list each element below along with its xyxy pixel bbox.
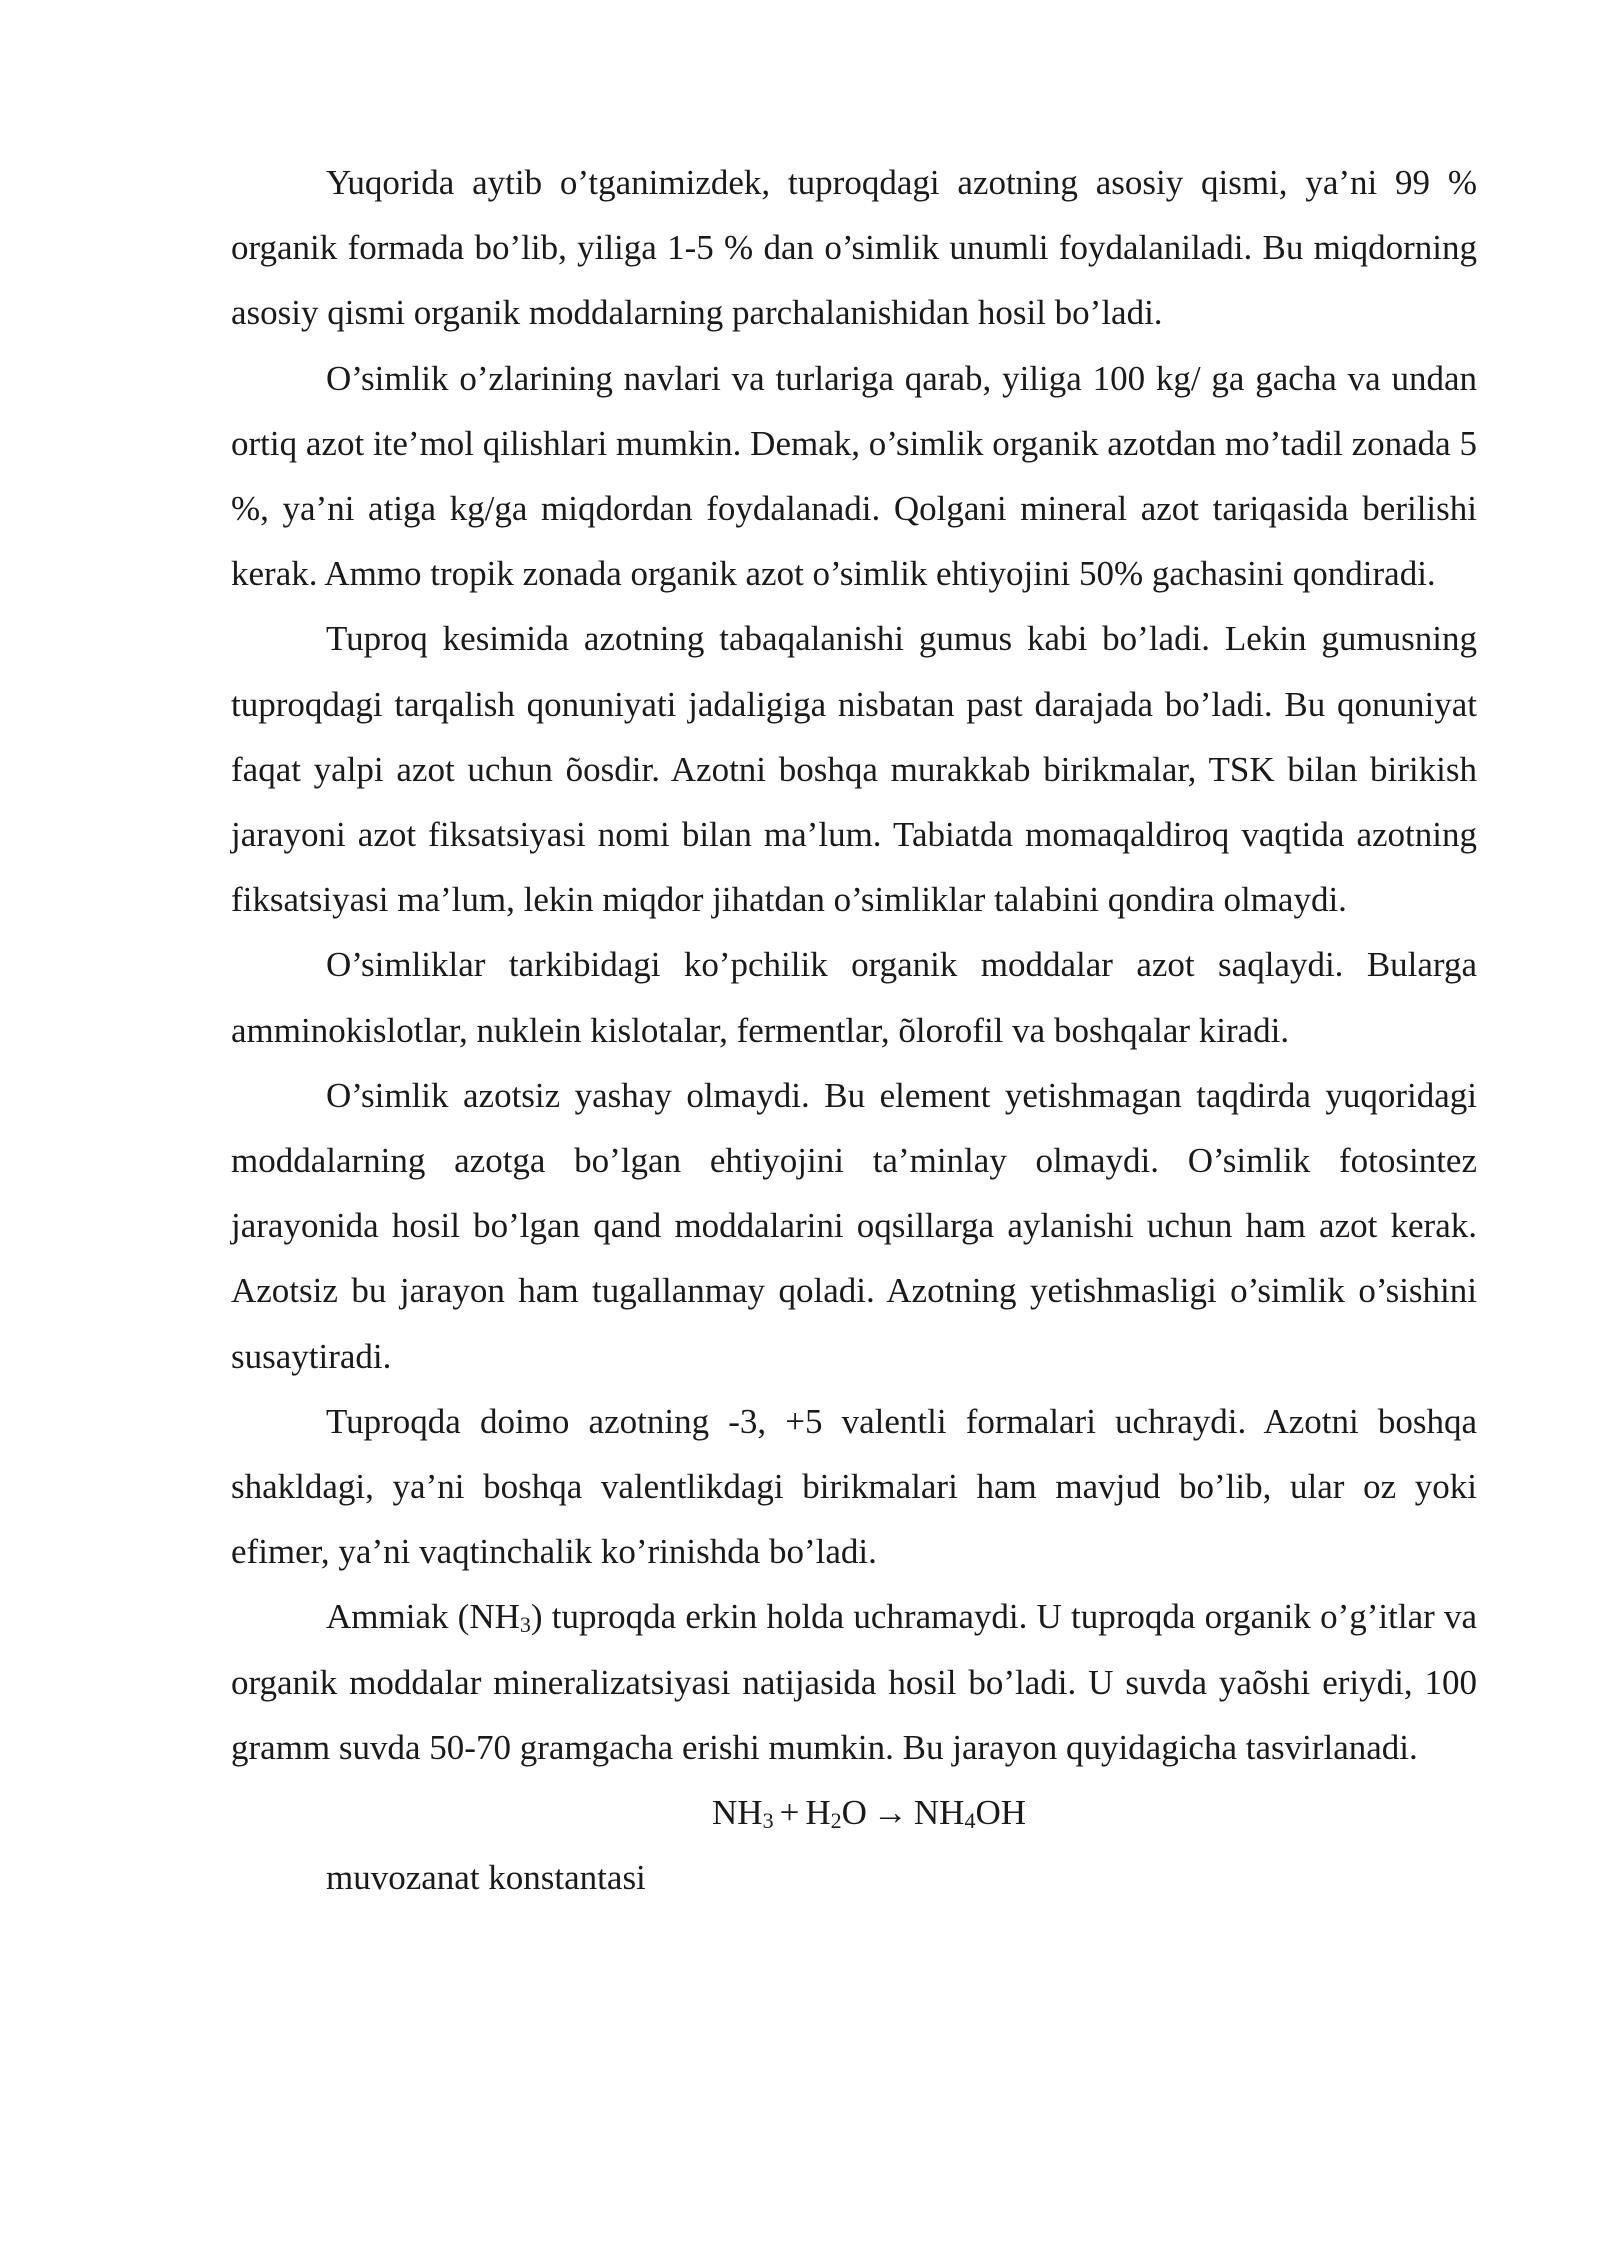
paragraph-3: Tuproq kesimida azotning tabaqalanishi gumus kabi bo’ladi. Lekin gumusning tuproqdagi tarqalish qonuniyati jadaligiga nisbatan past darajada bo’ladi. Bu qonuniyat faqat yalpi azot uchun õosdir. Azotni boshqa murakkab birikmalar, TSK bilan birikish jarayoni azot fiksatsiyasi nomi bilan ma’lum. Tabiatda momaqaldiroq vaqtida azotning fiksatsiyasi ma’lum, lekin miqdor jihatdan o’simliklar talabini qondira olmaydi. (231, 619, 1477, 920)
ammonia-text-rest: ) tuproqda erkin holda uchramaydi. U tuproqda organik o’g’itlar va organik moddalar mineralizatsiyasi natijasida hosil bo’ladi. U suvda yaõshi eriydi, 100 gramm suvda 50-70 gramgacha erishi mumkin. Bu jarayon quyidagicha tasvirlanadi. (231, 1597, 1477, 1767)
equation-arrow: → (872, 1793, 908, 1833)
equation-plus: + (779, 1793, 800, 1833)
document-page (231, 150, 1477, 1910)
paragraph-1: Yuqorida aytib o’tganimizdek, tuproqdagi azotning asosiy qismi, ya’ni 99 % organik formada bo’lib, yiliga 1-5 % dan o’simlik unumli foydalaniladi. Bu miqdorning asosiy qismi organik moddalarning parchalanishidan hosil bo’ladi. (231, 163, 1477, 333)
paragraph-ammonia (231, 1584, 1477, 1780)
equation-h2o: $H_2O$ (805, 1793, 867, 1834)
chemical-equation (231, 1780, 1477, 1845)
equation-nh3: $NH_3$ (712, 1793, 774, 1834)
ammonia-subscript: 3 (519, 1612, 531, 1638)
closing-line: muvozanat konstantasi (326, 1858, 646, 1898)
paragraph-6: Tuproqda doimo azotning -3, +5 valentli formalari uchraydi. Azotni boshqa shakldagi, ya’ni boshqa valentlikdagi birikmalari ham mavjud bo’lib, ular oz yoki efimer, ya’ni vaqtinchalik ko’rinishda bo’ladi. (231, 1401, 1477, 1572)
ammonia-text-start: Ammiak (NH (326, 1597, 520, 1637)
equation-nh4oh: $NH_4OH$ (913, 1793, 1026, 1834)
paragraph-2: O’simlik o’zlarining navlari va turlariga qarab, yiliga 100 kg/ ga gacha va undan ortiq azot ite’mol qilishlari mumkin. Demak, o’simlik organik azotdan mo’tadil zonada 5 %, ya’ni atiga kg/ga miqdordan foydalanadi. Qolgani mineral azot tariqasida berilishi kerak. Ammo tropik zonada organik azot o’simlik ehtiyojini 50% gachasini qondiradi. (231, 358, 1477, 594)
paragraph-4: O’simliklar tarkibidagi ko’pchilik organik moddalar azot saqlaydi. Bularga amminokislotlar, nuklein kislotalar, fermentlar, õlorofil va boshqalar kiradi. (231, 945, 1477, 1050)
paragraph-5: O’simlik azotsiz yashay olmaydi. Bu element yetishmagan taqdirda yuqoridagi moddalarning azotga bo’lgan ehtiyojini ta’minlay olmaydi. O’simlik fotosintez jarayonida hosil bo’lgan qand moddalarini oqsillarga aylanishi uchun ham azot kerak. Azotsiz bu jarayon ham tugallanmay qoladi. Azotning yetishmasligi o’simlik o’sishini susaytiradi. (231, 1075, 1477, 1376)
